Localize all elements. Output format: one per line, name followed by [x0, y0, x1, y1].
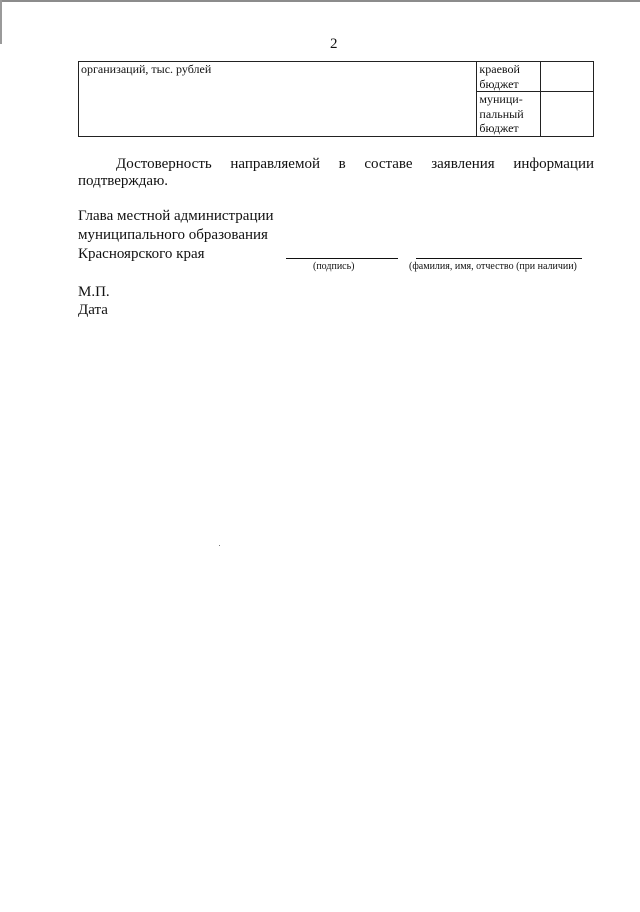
name-line: [416, 258, 582, 259]
signer-title-line: Красноярского края: [78, 246, 205, 262]
source-line: бюджет: [479, 121, 519, 135]
source-cell-municipal: [477, 92, 541, 137]
source-line: муници-: [479, 92, 523, 106]
source-line: пальный: [479, 106, 524, 121]
signer-title-line: Глава местной администрации: [78, 208, 274, 224]
scan-speck: [219, 545, 220, 546]
stamp-date-block: [78, 283, 110, 319]
source-line: краевой: [479, 62, 520, 76]
scan-top-edge: [0, 0, 640, 2]
name-caption: (фамилия, имя, отчество (при наличии): [409, 261, 577, 272]
page-number: 2: [330, 36, 338, 52]
table-row: [79, 62, 594, 92]
source-cell-regional: [477, 62, 541, 92]
signer-title-line: муниципального образования: [78, 227, 268, 243]
date-label: Дата: [78, 302, 108, 318]
signature-line: [286, 258, 398, 259]
value-cell-municipal: [541, 92, 594, 137]
signature-caption: (подпись): [313, 261, 355, 272]
attestation-paragraph: [78, 156, 594, 190]
value-cell-regional: [541, 62, 594, 92]
stamp-label: М.П.: [78, 284, 110, 300]
source-line: бюджет: [479, 76, 519, 91]
description-text: организаций, тыс. рублей: [81, 62, 212, 76]
attestation-line-1: Достоверность направляемой в составе заявления информации: [116, 156, 594, 172]
description-cell: [79, 62, 477, 137]
scan-left-edge: [0, 0, 2, 44]
funding-table: [78, 61, 594, 137]
attestation-line-2: подтверждаю.: [78, 173, 169, 189]
signer-title: [78, 207, 274, 264]
